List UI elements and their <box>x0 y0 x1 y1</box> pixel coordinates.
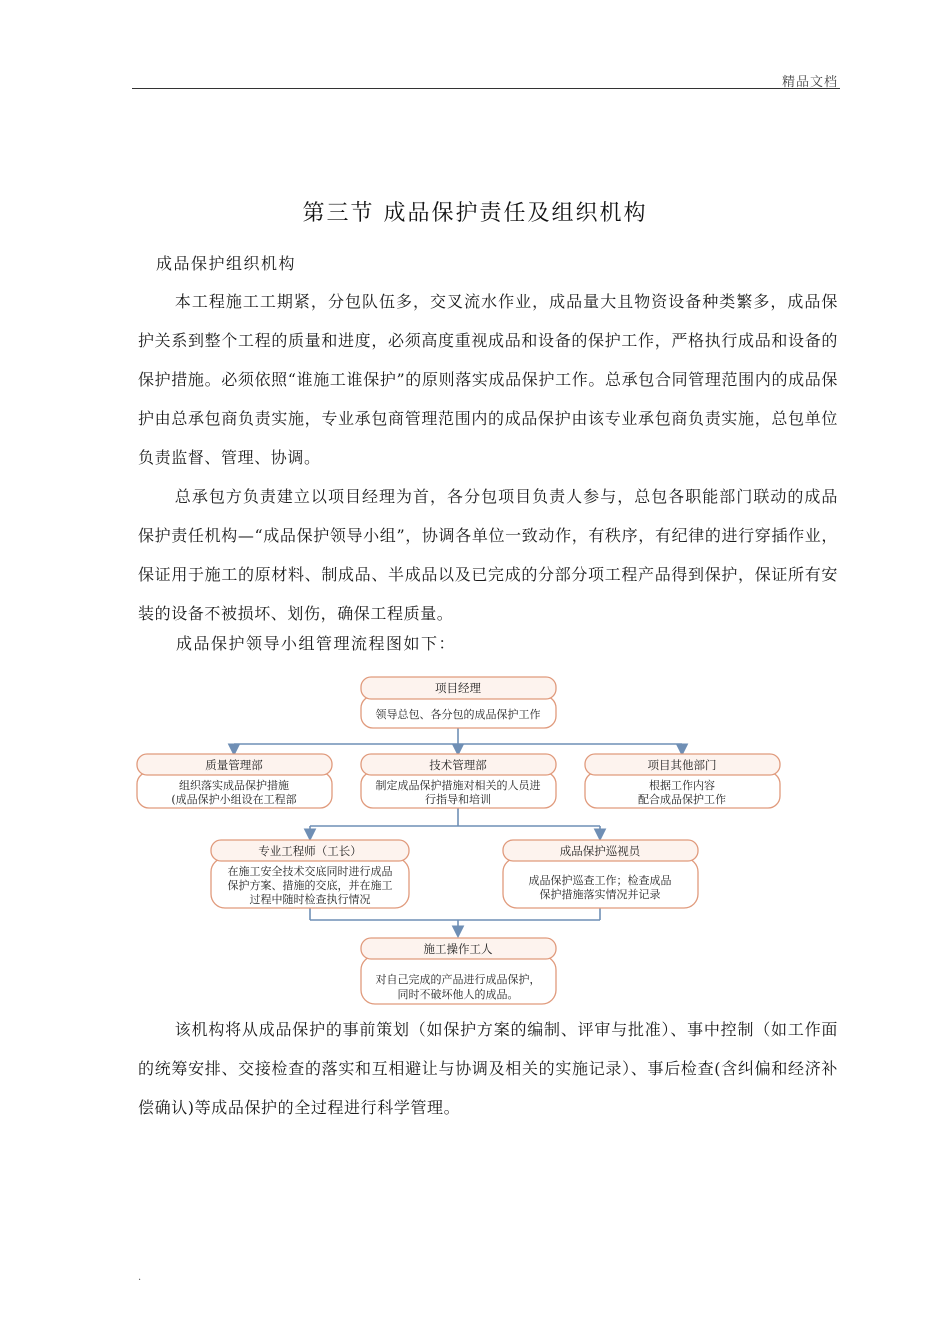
node-engineer <box>211 840 409 908</box>
node-title: 专业工程师（工长） <box>258 844 362 858</box>
node-desc: 根据工作内容 <box>649 779 715 792</box>
node-desc: 保护方案、措施的交底，并在施工 <box>227 879 393 892</box>
node-desc: 配合成品保护工作 <box>638 793 726 806</box>
node-inspector <box>503 840 698 908</box>
subheading: 成品保护组织机构 <box>156 254 297 273</box>
node-desc: 组织落实成品保护措施 <box>179 779 289 792</box>
paragraph-2: 总承包方负责建立以项目经理为首，各分包项目负责人参与，总包各职能部门联动的成品保护责任机构—“成品保护领导小组”，协调各单位一致动作，有秩序，有纪律的进行穿插作业，保证用于施工的原材料、制成品、半成品以及已完成的分部分项工程产品得到保护，保证所有安装的设备不被损坏、划伤，确保工程质量。 <box>138 487 838 623</box>
paragraph-1: 本工程施工工期紧，分包队伍多，交叉流水作业，成品量大且物资设备种类繁多，成品保护关系到整个工程的质量和进度，必须高度重视成品和设备的保护工作，严格执行成品和设备的保护措施。必须依照“谁施工谁保护”的原则落实成品保护工作。总承包合同管理范围内的成品保护由总承包商负责实施，专业承包商管理范围内的成品保护由该专业承包商负责实施，总包单位负责监督、管理、协调。 <box>138 292 838 467</box>
page-marker: . <box>138 1272 142 1283</box>
node-desc: 成品保护巡查工作；检查成品 <box>528 874 672 887</box>
node-title: 技术管理部 <box>429 758 487 772</box>
node-desc: 行指导和培训 <box>425 793 491 806</box>
node-title: 成品保护巡视员 <box>559 844 641 858</box>
node-other-depts <box>585 754 780 808</box>
flowchart-caption: 成品保护领导小组管理流程图如下： <box>176 634 457 653</box>
node-desc: 过程中随时检查执行情况 <box>249 893 371 906</box>
node-project-manager <box>361 677 556 728</box>
paragraph-3: 该机构将从成品保护的事前策划（如保护方案的编制、评审与批准）、事中控制（如工作面的统筹安排、交接检查的落实和互相避让与协调及相关的实施记录）、事后检查(含纠偏和经济补偿确认)等成品保护的全过程进行科学管理。 <box>138 1020 838 1117</box>
node-title: 质量管理部 <box>205 758 263 772</box>
node-desc: 同时不破坏他人的成品。 <box>397 988 519 1001</box>
node-desc: (成品保护小组设在工程部 <box>171 793 297 806</box>
node-desc: 对自己完成的产品进行成品保护， <box>375 973 541 986</box>
node-desc: 保护措施落实情况并记录 <box>539 888 661 901</box>
header-label: 精品文档 <box>781 75 838 90</box>
node-tech-dept <box>361 754 556 808</box>
node-worker <box>361 938 556 1004</box>
node-desc: 在施工安全技术交底同时进行成品 <box>227 865 393 878</box>
node-title: 项目其他部门 <box>647 758 717 772</box>
node-desc: 领导总包、各分包的成品保护工作 <box>375 708 541 721</box>
node-desc: 制定成品保护措施对相关的人员进 <box>375 779 541 792</box>
node-quality-dept <box>137 754 332 808</box>
section-title: 第三节 成品保护责任及组织机构 <box>302 201 648 226</box>
node-title: 项目经理 <box>435 681 481 695</box>
node-title: 施工操作工人 <box>423 942 493 956</box>
